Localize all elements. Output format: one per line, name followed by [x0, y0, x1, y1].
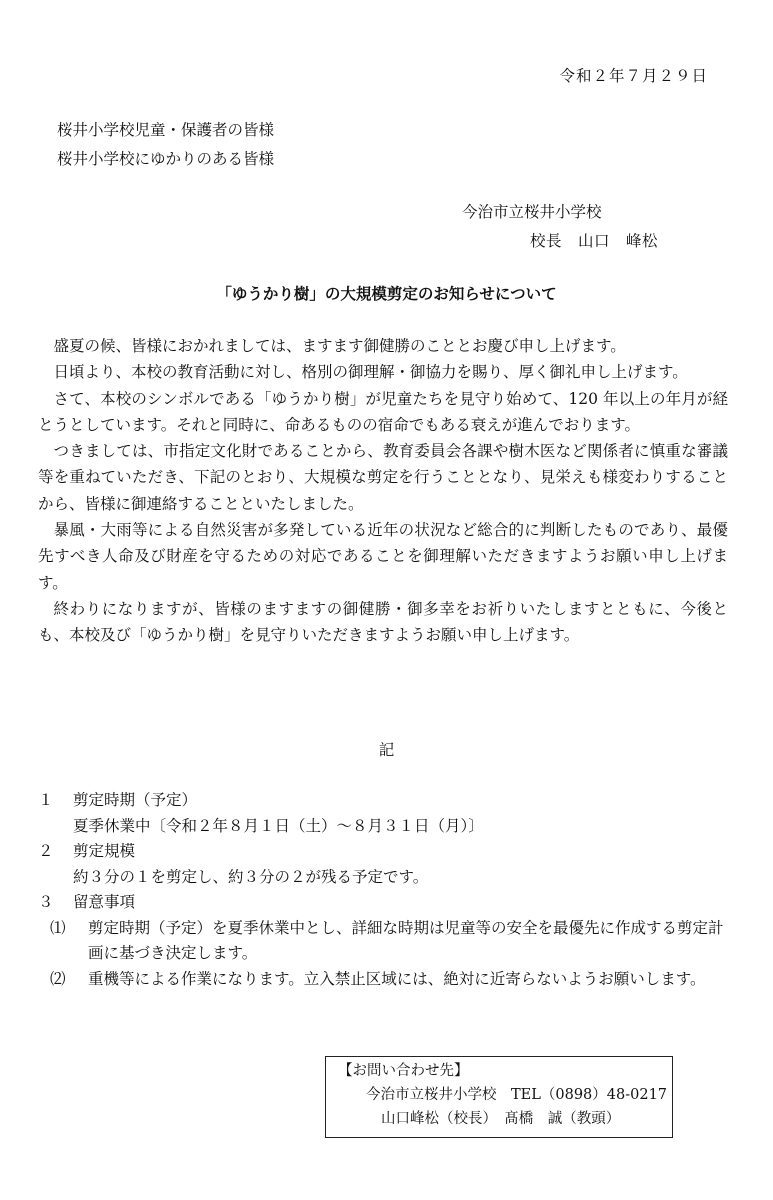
note-number: ⑴: [50, 918, 66, 937]
list-item: [38, 788, 728, 814]
item-number: ３: [38, 893, 54, 911]
document-date: 令和２年７月２９日: [559, 67, 708, 85]
item-heading: 剪定時期（予定）: [73, 791, 198, 809]
sender-school: 今治市立桜井小学校: [462, 203, 602, 221]
note-item: [38, 916, 728, 967]
body-paragraph: つきましては、市指定文化財であることから、教育委員会各課や樹木医など関係者に慎重な審議等を重ねていただき、下記のとおり、大規模な剪定を行うこととなり、見栄えも様変わりすることから、皆様に御連絡することといたしました。: [38, 442, 728, 513]
note-text: 剪定時期（予定）を夏季休業中とし、詳細な時期は児童等の安全を最優先に作成する剪定計画に基づき決定します。: [88, 918, 724, 962]
item-heading: 剪定規模: [73, 842, 136, 860]
item-list: [38, 788, 728, 992]
document-title: 「ゆうかり樹」の大規模剪定のお知らせについて: [216, 285, 557, 303]
body-paragraph: 盛夏の候、皆様におかれましては、ますます御健勝のこととお慶び申し上げます。: [53, 337, 626, 355]
note-item: [38, 967, 728, 993]
contact-persons: 山口峰松（校長） 髙橋 誠（教頭）: [381, 1111, 621, 1127]
item-heading: 留意事項: [73, 893, 136, 911]
note-text: 重機等による作業になります。立入禁止区域には、絶対に近寄らないようお願いします。: [88, 969, 706, 988]
contact-heading: 【お問い合わせ先】: [338, 1063, 469, 1079]
item-detail: 約３分の１を剪定し、約３分の２が残る予定です。: [73, 867, 429, 886]
sender-principal: 校長 山口 峰松: [530, 232, 659, 250]
list-item: [38, 839, 728, 865]
body-paragraph: 終わりになりますが、皆様のますますの御健勝・御多幸をお祈りいたしますとともに、今後とも、本校及び「ゆうかり樹」を見守りいただきますようお願い申し上げます。: [38, 599, 728, 645]
body-text: [38, 333, 728, 649]
recipient-line-1: 桜井小学校児童・保護者の皆様: [57, 121, 275, 139]
body-paragraph: 日頃より、本校の教育活動に対し、格別の御理解・御協力を賜り、厚く御礼申し上げます。: [53, 363, 688, 382]
list-item: [38, 890, 728, 916]
recipient-line-2: 桜井小学校にゆかりのある皆様: [57, 150, 275, 168]
item-number: １: [38, 791, 54, 809]
ki-heading: 記: [378, 741, 395, 759]
contact-box: [325, 1056, 673, 1138]
contact-school-phone: 今治市立桜井小学校 TEL（0898）48-0217: [366, 1087, 668, 1103]
body-paragraph: 暴風・大雨等による自然災害が多発している近年の状況など総合的に判断したものであり、最優先すべき人命及び財産を守るための対応であることを御理解いただきますようお願い申し上げます。: [38, 521, 728, 592]
item-number: ２: [38, 842, 54, 860]
note-number: ⑵: [50, 969, 66, 988]
item-detail: 夏季休業中〔令和２年８月１日（土）～８月３１日（月）〕: [73, 816, 484, 835]
body-paragraph: さて、本校のシンボルである「ゆうかり樹」が児童たちを見守り始めて、120 年以上の年月が経とうとしています。それと同時に、命あるものの宿命でもある衰えが進んでおります。: [38, 389, 728, 434]
